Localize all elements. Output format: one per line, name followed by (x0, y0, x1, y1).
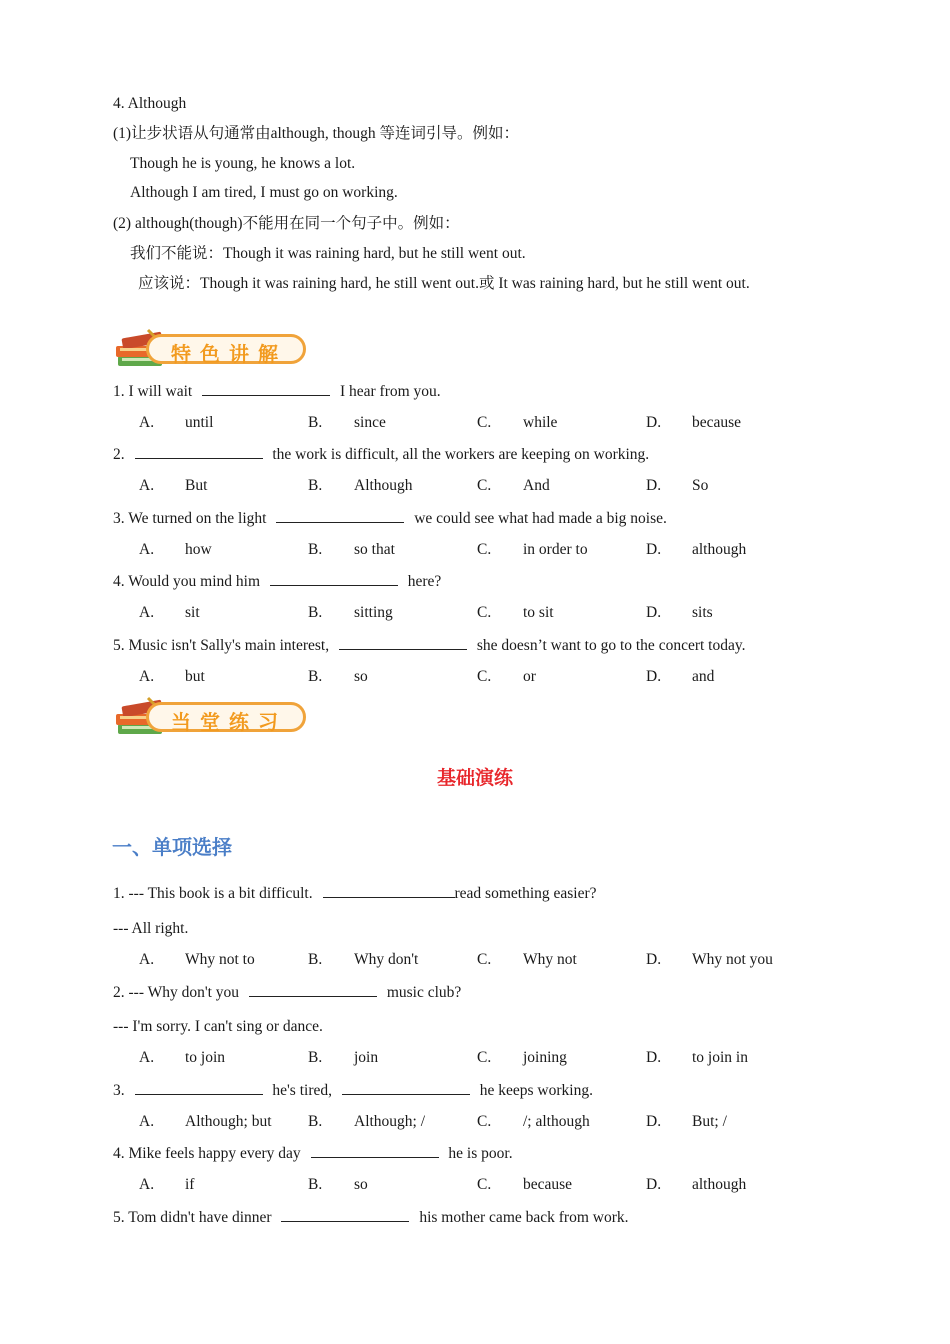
option-text[interactable]: /; although (523, 1113, 590, 1130)
question-2-5 (113, 1207, 629, 1228)
option-letter: C. (477, 1113, 492, 1130)
option-letter: B. (308, 604, 323, 621)
option-text[interactable]: so that (354, 541, 395, 558)
option-text[interactable]: although (692, 1176, 747, 1193)
option-text[interactable]: so (354, 668, 368, 685)
option-letter: A. (139, 1176, 155, 1193)
option-letter: D. (646, 1049, 662, 1066)
option-letter: D. (646, 1176, 662, 1193)
option-letter: A. (139, 414, 155, 431)
question-1-2 (113, 444, 649, 465)
option-letter: C. (477, 604, 492, 621)
option-text[interactable]: Although; but (185, 1113, 272, 1130)
answer-blank[interactable] (281, 1207, 409, 1222)
reply-2-1: --- All right. (113, 920, 189, 937)
option-text[interactable]: because (692, 414, 742, 431)
option-letter: A. (139, 1113, 155, 1130)
option-text[interactable]: although (692, 541, 747, 558)
option-text[interactable]: So (692, 477, 709, 494)
option-text[interactable]: joining (523, 1049, 567, 1066)
grammar-example-1: Though he is young, he knows a lot. (130, 155, 356, 172)
option-text[interactable]: and (692, 668, 715, 685)
section-title: 一、单项选择 (112, 835, 232, 859)
answer-blank[interactable] (249, 982, 377, 997)
question-text: 4. Mike feels happy every day (113, 1145, 301, 1162)
question-text: we could see what had made a big noise. (414, 510, 667, 527)
option-text[interactable]: to join (185, 1049, 226, 1066)
option-letter: A. (139, 951, 155, 968)
question-2-2 (113, 982, 461, 1003)
question-1-5 (113, 635, 745, 656)
answer-blank[interactable] (135, 1080, 263, 1095)
question-text: she doesn’t want to go to the concert today. (476, 637, 746, 654)
answer-blank[interactable] (311, 1143, 439, 1158)
option-letter: B. (308, 541, 323, 558)
option-text[interactable]: But (185, 477, 208, 494)
grammar-point-2: (2) although(though)不能用在同一个句子中。例如： (113, 215, 460, 232)
option-text[interactable]: how (185, 541, 212, 558)
option-text[interactable]: or (523, 668, 536, 685)
answer-blank[interactable] (339, 635, 467, 650)
option-letter: D. (646, 414, 662, 431)
answer-blank[interactable] (270, 571, 398, 586)
question-text: 4. Would you mind him (113, 573, 261, 590)
option-letter: C. (477, 1049, 492, 1066)
option-text[interactable]: And (523, 477, 550, 494)
option-letter: B. (308, 1113, 323, 1130)
option-letter: A. (139, 668, 155, 685)
question-2-1 (113, 883, 597, 904)
answer-blank[interactable] (276, 508, 404, 523)
option-text[interactable]: so (354, 1176, 368, 1193)
banner-practice-label: 当堂练习 (171, 710, 287, 734)
question-text: 2. --- Why don't you (113, 984, 240, 1001)
question-1-1 (113, 381, 441, 402)
grammar-point-1: (1)让步状语从句通常由although, though 等连词引导。例如： (113, 125, 519, 142)
reply-2-2: --- I'm sorry. I can't sing or dance. (113, 1018, 323, 1035)
option-letter: B. (308, 414, 323, 431)
option-letter: C. (477, 951, 492, 968)
option-text[interactable]: But; / (692, 1113, 727, 1130)
question-text: 5. Tom didn't have dinner (113, 1209, 272, 1226)
option-text[interactable]: but (185, 668, 205, 685)
option-letter: A. (139, 541, 155, 558)
option-letter: C. (477, 477, 492, 494)
option-letter: C. (477, 1176, 492, 1193)
option-text[interactable]: until (185, 414, 214, 431)
question-text: here? (407, 573, 442, 590)
option-letter: C. (477, 414, 492, 431)
grammar-example-2: Although I am tired, I must go on working. (130, 184, 398, 201)
option-letter: D. (646, 541, 662, 558)
option-letter: A. (139, 1049, 155, 1066)
option-letter: D. (646, 951, 662, 968)
option-letter: A. (139, 604, 155, 621)
option-letter: B. (308, 1176, 323, 1193)
banner-practice (112, 694, 312, 742)
option-text[interactable]: to join in (692, 1049, 748, 1066)
option-letter: A. (139, 477, 155, 494)
question-text: the work is difficult, all the workers are keeping on working. (272, 446, 650, 463)
option-text[interactable]: Why not to (185, 951, 255, 968)
option-letter: B. (308, 477, 323, 494)
option-letter: D. (646, 477, 662, 494)
option-text[interactable]: sits (692, 604, 713, 621)
question-text: 1. --- This book is a bit difficult. (113, 885, 313, 902)
question-text: 2. (113, 446, 125, 463)
option-text[interactable]: Why don't (354, 951, 419, 968)
option-text[interactable]: since (354, 414, 386, 431)
option-text[interactable]: Why not (523, 951, 577, 968)
answer-blank[interactable] (323, 883, 455, 898)
question-text: he keeps working. (479, 1082, 593, 1099)
question-text: music club? (386, 984, 462, 1001)
question-text: 5. Music isn't Sally's main interest, (113, 637, 330, 654)
option-text[interactable]: in order to (523, 541, 588, 558)
option-text[interactable]: because (523, 1176, 573, 1193)
question-1-4 (113, 571, 441, 592)
option-letter: B. (308, 951, 323, 968)
option-text[interactable]: Although; / (354, 1113, 426, 1130)
question-2-3 (113, 1080, 593, 1101)
grammar-example-3: 我们不能说：Though it was raining hard, but he still went out. (130, 245, 526, 262)
question-text: 1. I will wait (113, 383, 193, 400)
option-letter: C. (477, 541, 492, 558)
question-text: 3. (113, 1082, 125, 1099)
option-text[interactable]: join (354, 1049, 379, 1066)
question-text: I hear from you. (339, 383, 441, 400)
grammar-heading: 4. Although (113, 95, 187, 112)
answer-blank[interactable] (135, 444, 263, 459)
option-text[interactable]: sitting (354, 604, 393, 621)
answer-blank[interactable] (202, 381, 330, 396)
grammar-example-4: 应该说：Though it was raining hard, he still went out.或 It was raining hard, but he still went out. (138, 275, 750, 292)
option-letter: B. (308, 1049, 323, 1066)
option-text[interactable]: Although (354, 477, 413, 494)
question-2-4 (113, 1143, 513, 1164)
answer-blank[interactable] (342, 1080, 470, 1095)
option-text[interactable]: if (185, 1176, 195, 1193)
banner-features-label: 特色讲解 (171, 342, 287, 366)
option-letter: B. (308, 668, 323, 685)
question-text: his mother came back from work. (419, 1209, 629, 1226)
question-text: he's tired, (272, 1082, 332, 1099)
question-text: read something easier? (454, 885, 597, 902)
option-letter: C. (477, 668, 492, 685)
option-text[interactable]: sit (185, 604, 200, 621)
option-text[interactable]: Why not you (692, 951, 773, 968)
question-1-3 (113, 508, 667, 529)
banner-features (112, 326, 312, 374)
option-letter: D. (646, 604, 662, 621)
question-text: he is poor. (448, 1145, 513, 1162)
subtitle: 基础演练 (436, 767, 513, 789)
option-letter: D. (646, 1113, 662, 1130)
question-text: 3. We turned on the light (113, 510, 267, 527)
option-letter: D. (646, 668, 662, 685)
option-text[interactable]: to sit (523, 604, 554, 621)
option-text[interactable]: while (523, 414, 558, 431)
